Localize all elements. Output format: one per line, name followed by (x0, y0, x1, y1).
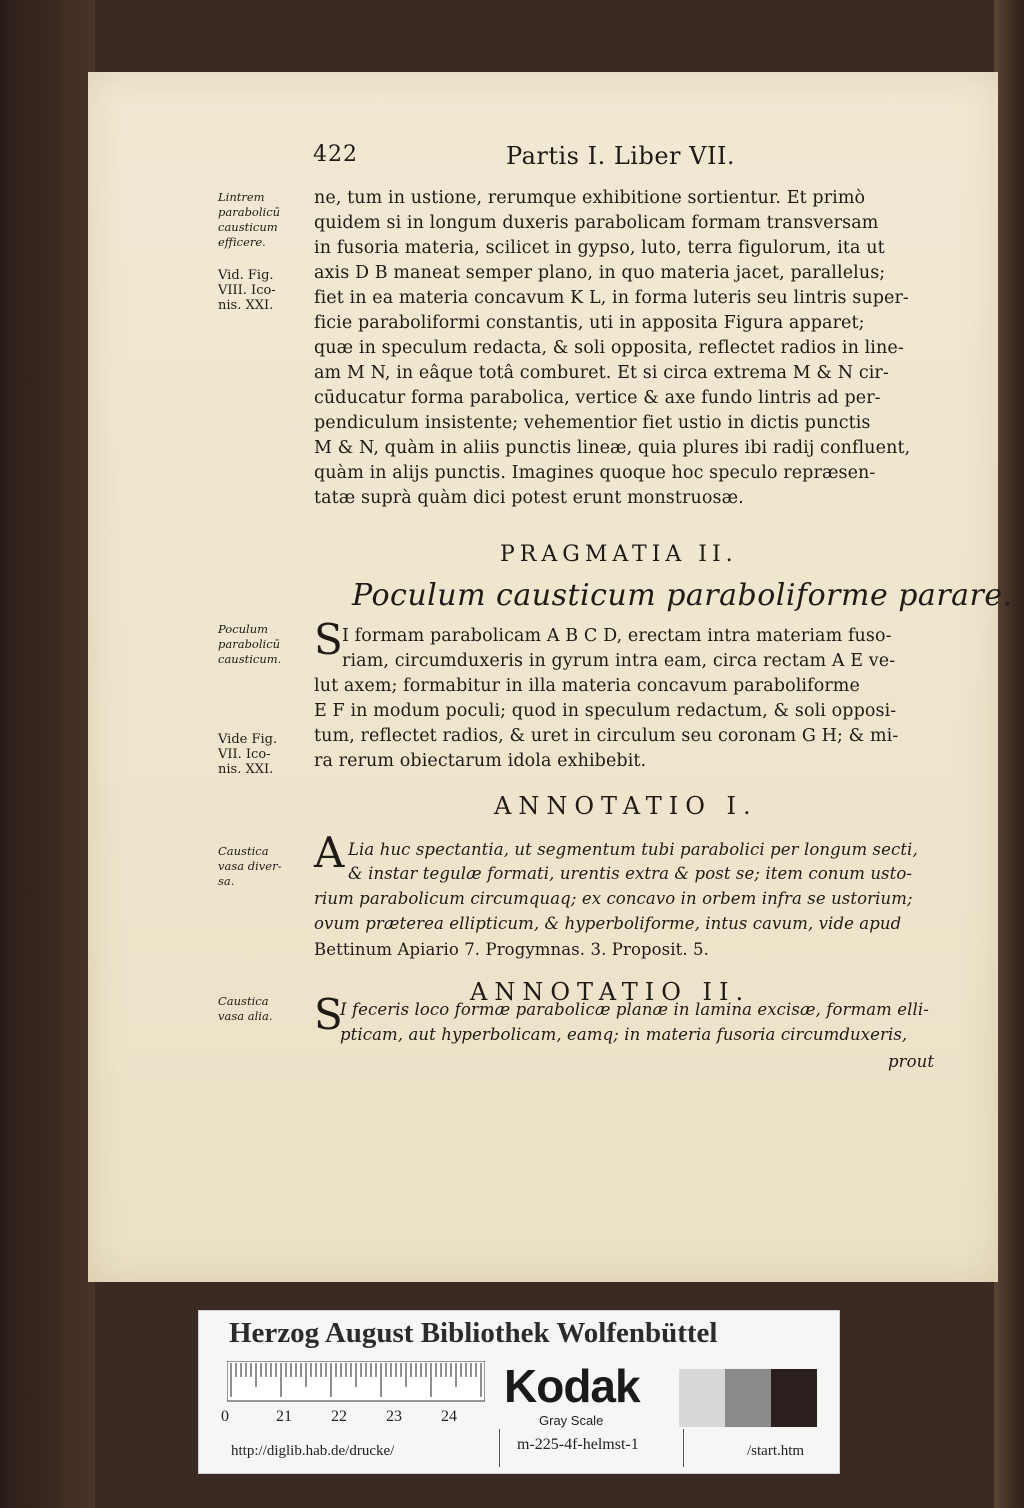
library-name: Herzog August Bibliothek Wolfenbüttel (229, 1317, 718, 1349)
divider (683, 1429, 684, 1467)
margin-note-caustica-alia: Caustica vasa alia. (218, 994, 273, 1023)
gray-swatch-3 (771, 1369, 817, 1427)
text-line: cūducatur forma parabolica, vertice & axe fundo lintris ad per- (314, 388, 881, 408)
text-line: ficie paraboliformi constantis, uti in apposita Figura apparet; (314, 313, 865, 333)
text-line: ovum præterea ellipticum, & hyperboliforme, intus cavum, vide apud (314, 914, 902, 933)
text-line: M & N, quàm in aliis punctis lineæ, quia plures ibi radij confluent, (314, 438, 911, 458)
shelfmark-code: m-225-4f-helmst-1 (517, 1436, 639, 1453)
section-heading-pragmatia: PRAGMATIA II. (500, 542, 738, 567)
text-line: axis D B maneat semper plano, in quo materia jacet, parallelus; (314, 263, 886, 283)
text-line: pendiculum insistente; vehementior fiet ustio in dictis punctis (314, 413, 871, 433)
margin-note-figure-ref-2: Vide Fig. VII. Ico- nis. XXI. (218, 732, 278, 777)
kodak-logo: Kodak (504, 1360, 640, 1412)
catchword: prout (888, 1052, 935, 1071)
margin-note-figure-ref: Vid. Fig. VIII. Ico- nis. XXI. (218, 268, 276, 313)
ruler-scale (227, 1361, 485, 1409)
text-line: in fusoria materia, scilicet in gypso, luto, terra figulorum, ita ut (314, 238, 885, 258)
text-line: ne, tum in ustione, rerumque exhibitione sortientur. Et primò (314, 188, 866, 208)
text-line: am M N, in eâque totâ comburet. Et si circa extrema M & N cir- (314, 363, 889, 383)
dropcap-s-2: S (314, 990, 343, 1039)
text-line: tatæ suprà quàm dici potest erunt monstruosæ. (314, 488, 744, 508)
text-line: riam, circumduxeris in gyrum intra eam, circa rectam A E ve- (342, 651, 896, 671)
text-line: ra rerum obiectarum idola exhibebit. (314, 751, 647, 771)
text-line: quidem si in longum duxeris parabolicam formam transversam (314, 213, 879, 233)
text-line: Lia huc spectantia, ut segmentum tubi parabolici per longum secti, (348, 840, 918, 859)
annotation-heading-1: ANNOTATIO I. (494, 792, 758, 820)
gray-scale-label: Gray Scale (539, 1413, 604, 1428)
section-subheading: Poculum causticum paraboliforme parare. (352, 578, 1013, 613)
annotation-heading-2: ANNOTATIO II. (470, 978, 751, 1006)
book-page (88, 72, 1013, 1282)
text-line: I feceris loco formæ parabolicæ planæ in lamina excisæ, formam elli- (340, 1000, 929, 1019)
book-edge-right (994, 0, 1024, 1508)
text-line: I formam parabolicam A B C D, erectam intra materiam fuso- (342, 626, 892, 646)
margin-note-lintrem: Lintrem parabolicū causticum efficere. (218, 190, 281, 249)
page-number: 422 (313, 142, 358, 167)
dropcap-a: A (314, 828, 345, 877)
text-line: pticam, aut hyperbolicam, eamq; in materia fusoria circumduxeris, (340, 1025, 908, 1044)
ruler-numbers: 0 21 22 23 24 (221, 1408, 457, 1425)
margin-note-caustica: Caustica vasa diver- sa. (218, 844, 282, 888)
text-line: quàm in alijs punctis. Imagines quoque hoc speculo repræsen- (314, 463, 876, 483)
gray-swatch-2 (725, 1369, 771, 1427)
gray-swatch-1 (679, 1369, 725, 1427)
text-line: rium parabolicum circumquaq; ex concavo in orbem infra se ustorium; (314, 889, 913, 908)
text-line: tum, reflectet radios, & uret in circulum seu coronam G H; & mi- (314, 726, 899, 746)
running-title: Partis I. Liber VII. (506, 142, 736, 170)
margin-note-poculum: Poculum parabolicū causticum. (218, 622, 282, 666)
source-url: http://diglib.hab.de/drucke/ (231, 1443, 395, 1459)
dropcap-s: S (314, 615, 343, 664)
text-line: Bettinum Apiario 7. Progymnas. 3. Proposit. 5. (314, 940, 709, 959)
text-line: quæ in speculum redacta, & soli opposita, reflectet radios in line- (314, 338, 904, 358)
text-line: & instar tegulæ formati, urentis extra & post se; item conum usto- (348, 864, 913, 883)
divider (499, 1429, 500, 1467)
start-link-text: /start.htm (747, 1443, 805, 1459)
text-line: fiet in ea materia concavum K L, in forma luteris seu lintris super- (314, 288, 909, 308)
kodak-target-card (198, 1310, 840, 1474)
text-line: E F in modum poculi; quod in speculum redactum, & soli opposi- (314, 701, 897, 721)
book-edge-left (0, 0, 95, 1508)
text-line: lut axem; formabitur in illa materia concavum paraboliforme (314, 676, 860, 696)
